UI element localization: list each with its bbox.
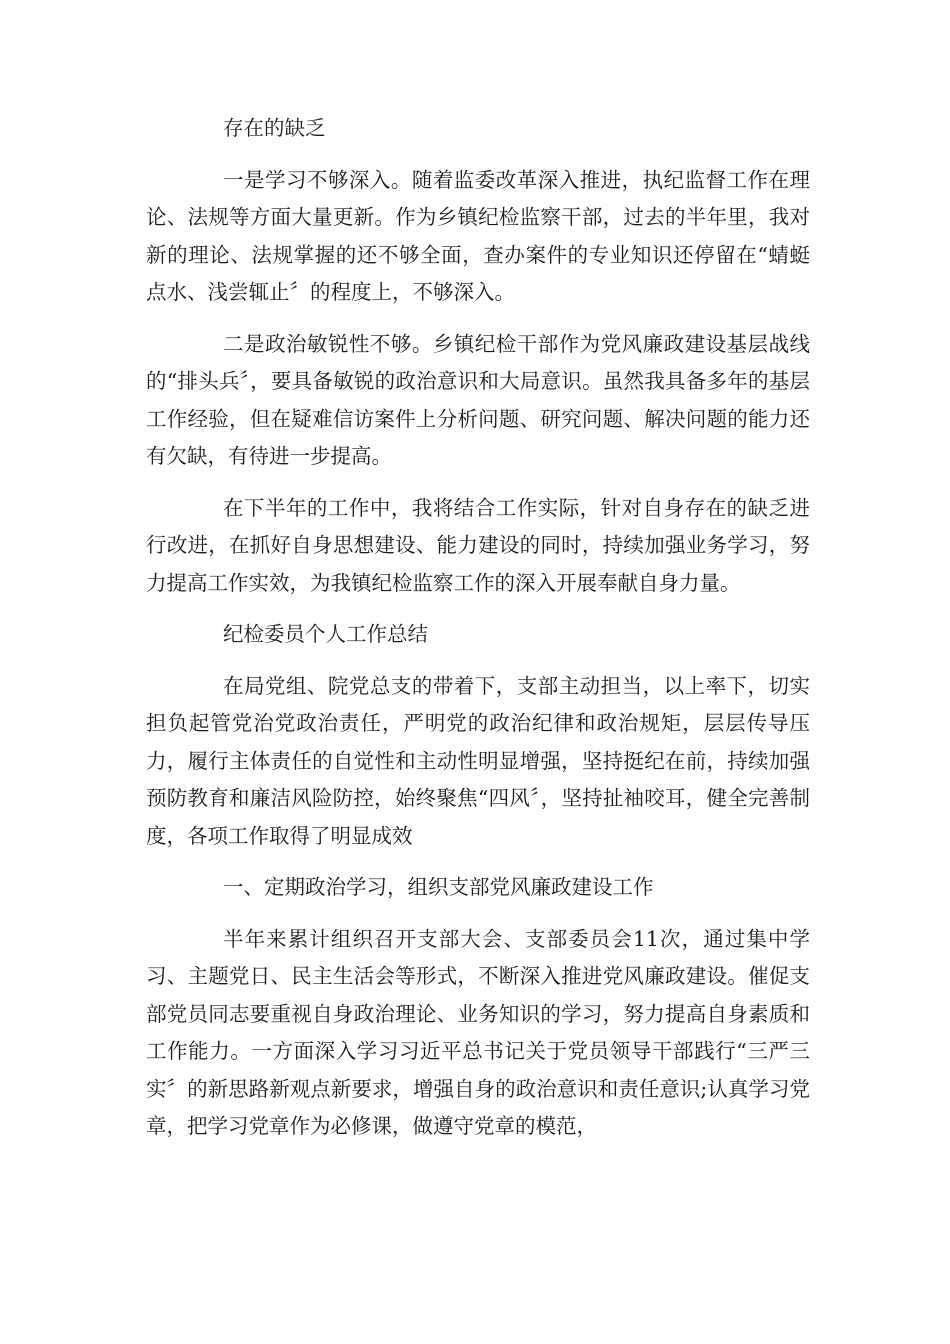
paragraph-political-sensitivity: 二是政治敏锐性不够。乡镇纪检干部作为党风廉政建设基层战线的“排头兵〞，要具备敏锐的政治意识和大局意识。虽然我具备多年的基层工作经验，但在疑难信访案件上分析问题、研究问题、解决问题的能力还有欠缺，有待进一步提高。	[146, 331, 810, 468]
document-body	[146, 110, 810, 1160]
paragraph-study-not-deep: 一是学习不够深入。随着监委改革深入推进，执纪监督工作在理论、法规等方面大量更新。作为乡镇纪检监察干部，过去的半年里，我对新的理论、法规掌握的还不够全面，查办案件的专业知识还停留在“蜻蜓点水、浅尝辄止〞的程度上，不够深入。	[146, 167, 810, 304]
section-heading-shortcomings: 存在的缺乏	[223, 116, 326, 140]
paragraph-next-half-plan: 在下半年的工作中，我将结合工作实际，针对自身存在的缺乏进行改进，在抓好自身思想建设、能力建设的同时，持续加强业务学习，努力提高工作实效，为我镇纪检监察工作的深入开展奉献自身力量。	[146, 495, 810, 595]
paragraph-political-study-details: 半年来累计组织召开支部大会、支部委员会11次，通过集中学习、主题党日、民主生活会等形式，不断深入推进党风廉政建设。催促支部党员同志要重视自身政治理论、业务知识的学习，努力提高自身素质和工作能力。一方面深入学习习近平总书记关于党员领导干部践行“三严三 实〞的新思路新观点新要求，增强自身的政治意识和责任意识;认真学习党章，把学习党章作为必修课，做遵守党章的模范，	[146, 926, 810, 1138]
section-heading-work-summary: 纪检委员个人工作总结	[223, 622, 428, 646]
section-heading-political-study: 一、定期政治学习，组织支部党风廉政建设工作	[223, 875, 654, 899]
paragraph-summary-intro: 在局党组、院党总支的带着下，支部主动担当，以上率下，切实担负起管党治党政治责任，严明党的政治纪律和政治规矩，层层传导压力，履行主体责任的自觉性和主动性明显增强，坚持挺纪在前，持续加强预防教育和廉洁风险防控，始终聚焦“四风〞，坚持扯袖咬耳，健全完善制度，各项工作取得了明显成效	[146, 673, 810, 848]
